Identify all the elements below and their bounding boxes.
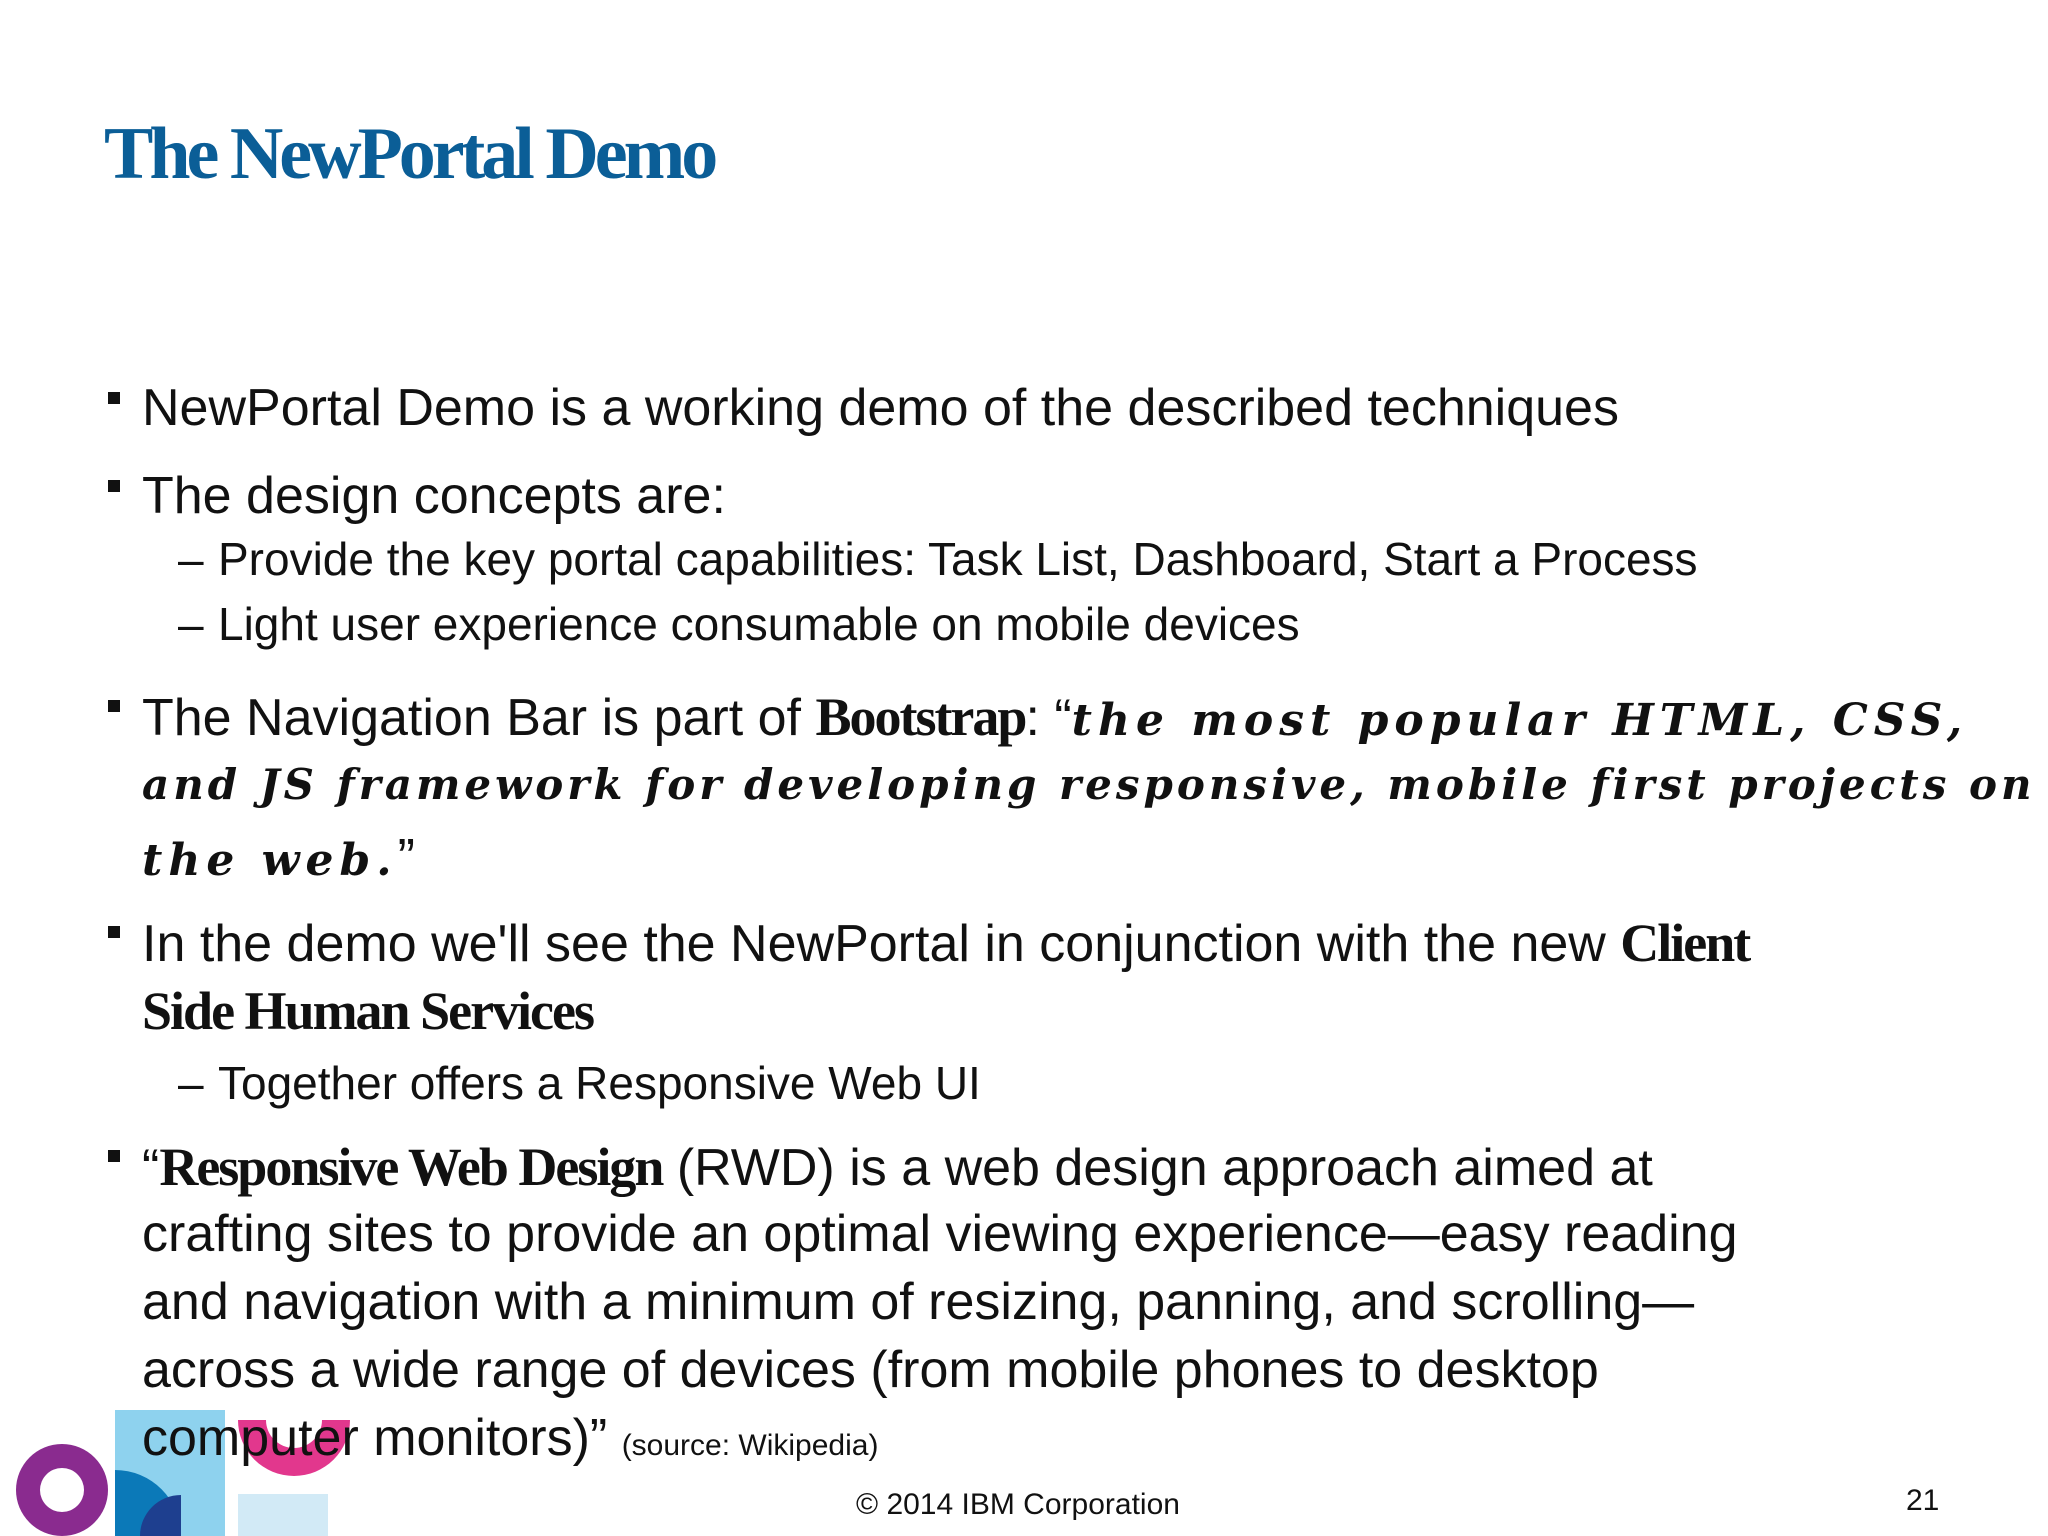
bullet-3-line-1	[142, 686, 1968, 748]
client-term: Client	[1620, 913, 1750, 973]
bootstrap-quote-line-2: and JS framework for developing responsive, mobile first projects on	[142, 760, 2036, 809]
bullet-3-line-3	[142, 828, 415, 888]
bullet-5-line-5	[142, 1408, 878, 1468]
bullet-5-line-1	[142, 1136, 1653, 1198]
page-number: 21	[1906, 1484, 1940, 1517]
bullet-1-text: NewPortal Demo is a working demo of the described techniques	[142, 379, 1619, 437]
sub-bullet-dash: –	[178, 598, 204, 650]
bullet-4-line-1	[142, 912, 1749, 974]
bullet-2-text: The design concepts are:	[142, 467, 726, 525]
bullet-4-sub-1: Together offers a Responsive Web UI	[218, 1057, 981, 1109]
copyright-footer: © 2014 IBM Corporation	[856, 1488, 1180, 1521]
bullet-marker	[108, 700, 120, 712]
bullet-3-close-quote: ”	[397, 829, 415, 887]
bullet-4-prefix: In the demo we'll see the NewPortal in conjunction with the new	[142, 915, 1621, 973]
bullet-5-rest: (RWD) is a web design approach aimed at	[662, 1139, 1653, 1197]
bullet-2-sub-2: Light user experience consumable on mobile devices	[218, 598, 1300, 650]
bootstrap-quote-line-1: the most popular HTML, CSS,	[1071, 695, 1969, 746]
bullet-marker	[108, 926, 120, 938]
rwd-term: Responsive Web Design	[159, 1137, 663, 1197]
slide-title: The NewPortal Demo	[104, 113, 715, 195]
bullet-5-text: computer monitors)”	[142, 1409, 608, 1467]
bootstrap-term: Bootstrap	[815, 687, 1026, 747]
bullet-5-line-3: and navigation with a minimum of resizing, panning, and scrolling—	[142, 1273, 1695, 1331]
bullet-2-sub-1: Provide the key portal capabilities: Task List, Dashboard, Start a Process	[218, 533, 1698, 585]
sub-bullet-dash: –	[178, 1057, 204, 1109]
bullet-3-colon: : “	[1025, 689, 1072, 747]
bullet-5-line-2: crafting sites to provide an optimal viewing experience—easy reading	[142, 1205, 1738, 1263]
bullet-marker	[108, 392, 120, 404]
bullet-5-line-4: across a wide range of devices (from mobile phones to desktop	[142, 1341, 1599, 1399]
bullet-3-prefix: The Navigation Bar is part of	[142, 689, 816, 747]
bullet-marker	[108, 1150, 120, 1162]
rwd-open-quote: “	[142, 1139, 160, 1197]
source-note: (source: Wikipedia)	[621, 1429, 879, 1462]
bootstrap-quote-line-3: the web.	[142, 835, 398, 886]
sub-bullet-dash: –	[178, 533, 204, 585]
side-human-services-term: Side Human Services	[142, 981, 594, 1041]
bullet-marker	[108, 480, 120, 492]
